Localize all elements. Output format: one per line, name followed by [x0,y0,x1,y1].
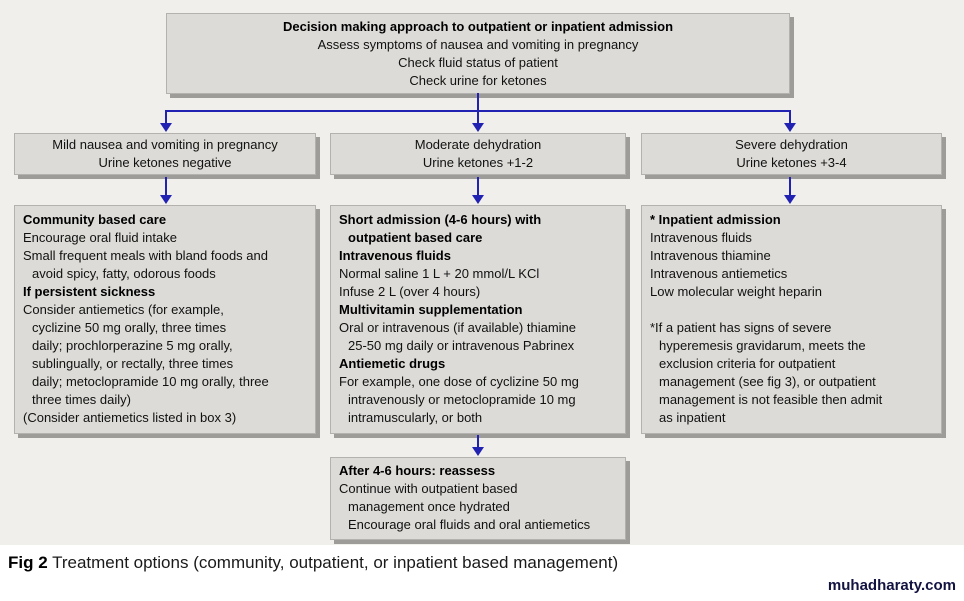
arrow-down-icon [472,195,484,204]
arrow-down-icon [160,123,172,132]
text-line: Consider antiemetics (for example, [23,302,224,317]
arrow-down-icon [160,195,172,204]
decision-box-title: Decision making approach to outpatient or inpatient admission [282,19,674,34]
box-heading: outpatient based care [348,230,483,245]
text-line: Severe dehydration [735,137,848,152]
text-line: For example, one dose of cyclizine 50 mg [339,374,579,389]
text-line: Intravenous antiemetics [650,266,788,281]
text-line: intravenously or metoclopramide 10 mg [348,392,576,407]
text-line: Intravenous thiamine [650,248,771,263]
figure-caption-text: Treatment options (community, outpatient, or inpatient based management) [47,553,619,572]
footnote-line: as inpatient [659,410,726,425]
text-line: Continue with outpatient based [339,481,518,496]
box-heading: Community based care [23,212,167,227]
connector-line [789,177,791,195]
watermark: muhadharaty.com [827,577,956,594]
decision-box [166,13,790,94]
box-heading: * Inpatient admission [650,212,781,227]
inpatient-admission-box [641,205,942,434]
box-heading: After 4-6 hours: reassess [339,463,496,478]
text-line: Urine ketones +1-2 [422,155,534,170]
footnote-line: management is not feasible then admit [659,392,883,407]
footnote-line: *If a patient has signs of severe [650,320,832,335]
arrow-down-icon [472,123,484,132]
connector-line [165,177,167,195]
text-line: Urine ketones +3-4 [736,155,847,170]
text-line: management once hydrated [348,499,510,514]
connector-line [477,435,479,447]
text-line: Low molecular weight heparin [650,284,822,299]
text-line: Small frequent meals with bland foods and [23,248,268,263]
text-line: Encourage oral fluids and oral antiemetics [348,517,591,532]
connector-line [789,110,791,123]
arrow-down-icon [784,123,796,132]
text-line: sublingually, or rectally, three times [32,356,234,371]
text-line: 25-50 mg daily or intravenous Pabrinex [348,338,575,353]
footnote-line: management (see fig 3), or outpatient [659,374,876,389]
footnote-line: exclusion criteria for outpatient [659,356,836,371]
short-admission-box [330,205,626,434]
community-care-box [14,205,316,434]
figure-caption [8,553,618,573]
text-line: avoid spicy, fatty, odorous foods [32,266,216,281]
text-line: Moderate dehydration [414,137,542,152]
text-line: daily; metoclopramide 10 mg orally, three [32,374,269,389]
text-line: Infuse 2 L (over 4 hours) [339,284,481,299]
text-line: Check fluid status of patient [398,55,558,70]
spacer-line [650,301,935,319]
arrow-down-icon [784,195,796,204]
text-line: (Consider antiemetics listed in box 3) [23,410,237,425]
box-heading: Antiemetic drugs [339,356,446,371]
text-line: Oral or intravenous (if available) thiamine [339,320,576,335]
text-line: cyclizine 50 mg orally, three times [32,320,227,335]
box-heading: If persistent sickness [23,284,156,299]
text-line: Encourage oral fluid intake [23,230,177,245]
connector-line [477,110,479,123]
text-line: Intravenous fluids [650,230,752,245]
box-heading: Multivitamin supplementation [339,302,523,317]
text-line: Normal saline 1 L + 20 mmol/L KCl [339,266,540,281]
figure-number: Fig 2 [8,553,48,572]
mild-branch-label [14,133,316,175]
footnote-line: hyperemesis gravidarum, meets the [659,338,866,353]
severe-branch-label [641,133,942,175]
text-line: daily; prochlorperazine 5 mg orally, [32,338,233,353]
box-heading: Intravenous fluids [339,248,451,263]
box-heading: Short admission (4-6 hours) with [339,212,542,227]
text-line: Urine ketones negative [98,155,232,170]
text-line: intramuscularly, or both [348,410,483,425]
text-line: three times daily) [32,392,131,407]
text-line: Mild nausea and vomiting in pregnancy [52,137,278,152]
text-line: Check urine for ketones [409,73,547,88]
connector-line [165,110,167,123]
connector-line [477,177,479,195]
text-line: Assess symptoms of nausea and vomiting in pregnancy [317,37,639,52]
reassess-box [330,457,626,540]
connector-line [477,93,479,110]
moderate-branch-label [330,133,626,175]
arrow-down-icon [472,447,484,456]
